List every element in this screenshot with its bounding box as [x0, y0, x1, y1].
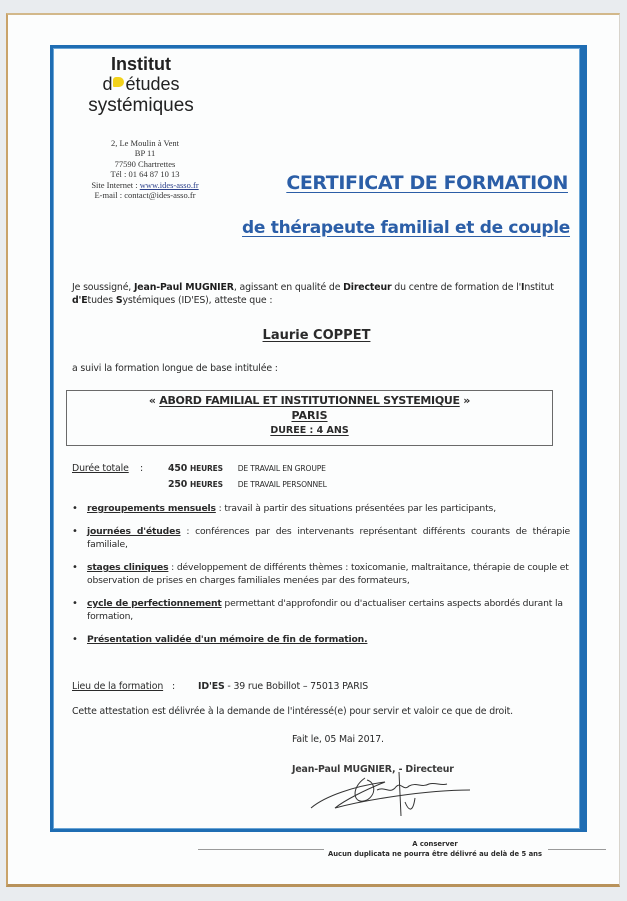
- hours-value: 450: [168, 463, 188, 474]
- director-role: Directeur: [343, 282, 392, 293]
- recipient-name: Laurie COPPET: [262, 328, 371, 343]
- course-city: [67, 408, 552, 424]
- certificate-title: CERTIFICAT DE FORMATION: [286, 172, 568, 194]
- footer-duplicate-notice: Aucun duplicata ne pourra être délivré au delà de 5 ans: [327, 850, 543, 858]
- intro-paragraph: [72, 281, 572, 307]
- date-line: Fait le, 05 Mai 2017.: [292, 734, 384, 745]
- list-item: [70, 561, 570, 587]
- item-keyword: cycle de perfectionnement: [87, 598, 222, 609]
- item-keyword: journées d'études: [87, 526, 181, 537]
- hours-unit: HEURES: [189, 464, 223, 473]
- institute-address: [60, 138, 230, 200]
- footer-notice: [320, 839, 550, 859]
- location-label: Lieu de la formation: [72, 681, 164, 692]
- list-item: [70, 597, 570, 623]
- open-quote: «: [148, 394, 160, 407]
- logo-line-1: Institut: [111, 54, 171, 74]
- total-duration-label: [72, 462, 129, 475]
- footer-divider-right: [548, 849, 606, 850]
- item-text: permettant d'approfondir ou d'actualiser certains aspects abordés durant la formation,: [87, 598, 563, 622]
- bullet-icon: •: [72, 598, 78, 609]
- item-text: : développement de différents thèmes : toxicomanie, maltraitance, thérapie de couple et observation de prises en charges familiales menées par des formateurs,: [87, 562, 569, 586]
- intro-initial: I: [521, 282, 525, 293]
- bullet-icon: •: [72, 634, 78, 645]
- logo-line-2: [76, 74, 206, 95]
- hours-description: DE TRAVAIL PERSONNEL: [237, 480, 327, 489]
- list-item: [70, 633, 570, 646]
- course-title: [67, 394, 552, 408]
- address-street: 2, Le Moulin à Vent: [110, 138, 180, 148]
- intro-initial: S: [115, 295, 123, 306]
- footer-keep-notice: A conserver: [412, 840, 458, 848]
- location-org: ID'ES: [198, 681, 225, 692]
- course-box: [66, 390, 553, 446]
- hours-unit: HEURES: [189, 480, 223, 489]
- certificate-subtitle: de thérapeute familial et de couple: [242, 218, 570, 238]
- item-keyword: regroupements mensuels: [87, 503, 216, 514]
- institute-logo: [76, 54, 206, 117]
- footer-divider-left: [198, 849, 324, 850]
- logo-line-2-suffix: études: [125, 74, 180, 94]
- speech-bubble-icon: [113, 77, 124, 87]
- location-label-colon: :: [172, 681, 176, 692]
- website-link[interactable]: www.ides-asso.fr: [139, 179, 199, 190]
- item-text: : travail à partir des situations présentées par les participants,: [215, 503, 496, 514]
- hours-value: 250: [168, 479, 188, 490]
- address-city: 77590 Chartrettes: [114, 158, 176, 169]
- course-name: ABORD FAMILIAL ET INSTITUTIONNEL SYSTEMIQUE: [159, 394, 460, 407]
- duration-label-colon: :: [140, 463, 144, 474]
- address-bp: BP 11: [134, 148, 156, 159]
- intro-text: tudes: [87, 295, 116, 306]
- hours-description: DE TRAVAIL EN GROUPE: [237, 464, 326, 473]
- logo-line-2-prefix: d: [102, 74, 113, 94]
- address-email: E-mail : contact@ides-asso.fr: [94, 190, 196, 201]
- training-components-list: [70, 500, 570, 656]
- course-duration-text: DUREE : 4 ANS: [270, 425, 349, 436]
- bullet-icon: •: [72, 526, 78, 537]
- item-keyword: stages cliniques: [87, 562, 169, 573]
- blue-frame-right-edge: [583, 45, 587, 832]
- close-quote: »: [459, 394, 471, 407]
- location-value: [198, 680, 368, 693]
- attestation-text: Cette attestation est délivrée à la demande de l'intéressé(e) pour servir et valoir ce que de droit.: [72, 706, 513, 717]
- intro-text: nstitut: [524, 282, 554, 293]
- logo-line-3: systémiques: [88, 95, 194, 116]
- intro-text: , agissant en qualité de: [233, 282, 344, 293]
- followed-course-text: a suivi la formation longue de base intitulée :: [72, 363, 278, 374]
- list-item: [70, 525, 570, 551]
- signer-name: Jean-Paul MUGNIER, - Directeur: [292, 764, 454, 775]
- list-item: [70, 502, 570, 515]
- duration-label-text: Durée totale: [72, 463, 129, 474]
- hours-row-personal: [168, 478, 327, 491]
- address-website: [60, 180, 230, 190]
- director-name: Jean-Paul MUGNIER: [133, 282, 234, 293]
- item-keyword: Présentation validée d'un mémoire de fin de formation.: [87, 634, 368, 645]
- course-city-text: PARIS: [291, 409, 328, 422]
- website-label: Site Internet :: [91, 179, 140, 190]
- bullet-icon: •: [72, 503, 78, 514]
- intro-text: ystémiques (ID'ES), atteste que :: [122, 295, 273, 306]
- signature-icon: [305, 768, 475, 818]
- bullet-icon: •: [72, 562, 78, 573]
- course-duration: [67, 424, 552, 438]
- intro-text: du centre de formation de l': [391, 282, 522, 293]
- intro-initial: d'E: [72, 295, 88, 306]
- item-text: : conférences par des intervenants représentant différents courants de thérapie familiale,: [87, 526, 570, 550]
- intro-text: Je soussigné,: [72, 282, 134, 293]
- location-address: - 39 rue Bobillot – 75013 PARIS: [224, 681, 369, 692]
- address-phone: Tél : 01 64 87 10 13: [110, 169, 180, 180]
- hours-row-group: [168, 462, 326, 475]
